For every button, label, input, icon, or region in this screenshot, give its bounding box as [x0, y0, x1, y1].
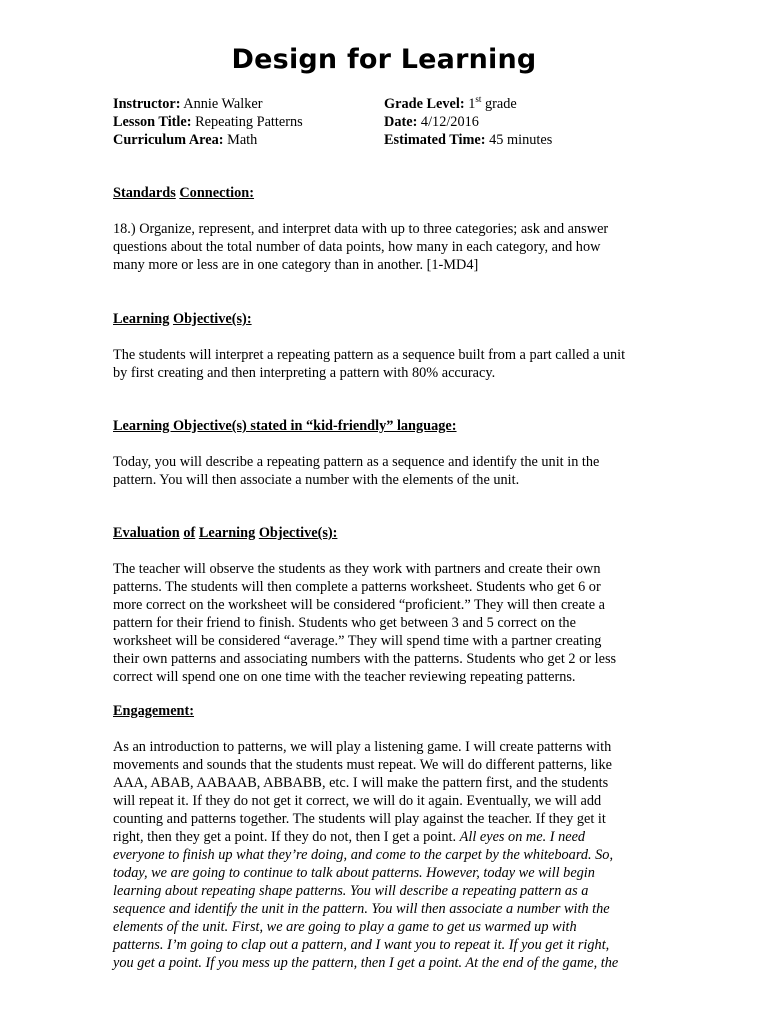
lesson-title-value: Repeating Patterns [195, 114, 303, 130]
standards-section [113, 184, 658, 274]
text-line: questions about the total number of data points, how many in each category, and how [113, 239, 601, 255]
instructor-label: Instructor: [113, 96, 181, 112]
italic-text: learning about repeating shape patterns. You will describe a repeating pattern as a [113, 883, 589, 899]
text-line: by first creating and then interpreting a pattern with 80% accuracy. [113, 365, 496, 381]
text-line: Today, you will describe a repeating pattern as a sequence and identify the unit in the [113, 454, 600, 470]
text-line [113, 954, 658, 972]
evaluation-heading-word: Learning [198, 525, 256, 541]
text-line: patterns. The students will then complete a patterns worksheet. Students who get 6 or [113, 579, 601, 595]
instructor-value: Annie Walker [183, 96, 263, 112]
lesson-title-row [113, 113, 303, 131]
evaluation-heading-word: Objective(s): [258, 525, 338, 541]
objective-heading-word: Learning [113, 311, 170, 327]
standards-text [113, 220, 658, 274]
text-line: pattern. You will then associate a number with the elements of the unit. [113, 472, 520, 488]
meta-right-column [384, 95, 552, 149]
date-value: 4/12/2016 [420, 114, 479, 130]
italic-text: patterns. I’m going to clap out a pattern, and I want you to repeat it. If you get it right, [113, 937, 610, 953]
italic-text: sequence and identify the unit in the pattern. You will then associate a number with the [113, 901, 610, 917]
italic-text: elements of the unit. First, we are going to play a game to get us warmed up with [113, 919, 577, 935]
text-line: counting and patterns together. The students will play against the teacher. If they get it [113, 811, 606, 827]
kid-friendly-text [113, 453, 658, 489]
grade-ordinal: st [475, 94, 482, 105]
italic-text: you get a point. If you mess up the pattern, then I get a point. At the end of the game, the [113, 955, 619, 971]
evaluation-text [113, 560, 658, 686]
text-line: their own patterns and associating numbers with the patterns. Students who get 2 or less [113, 651, 617, 667]
italic-text: All eyes on me. I need [459, 829, 586, 845]
time-label: Estimated Time: [384, 132, 486, 148]
text-line: movements and sounds that the students must repeat. We will do different patterns, like [113, 757, 613, 773]
date-row [384, 113, 552, 131]
objective-section [113, 310, 658, 382]
text-line: correct will spend one on one time with the teacher reviewing repeating patterns. [113, 669, 576, 685]
plain-text: right, then they get a point. If they do not, then I get a point. [113, 829, 460, 845]
objective-heading [113, 310, 658, 328]
text-line [113, 864, 658, 882]
text-line: pattern for their friend to finish. Students who get between 3 and 5 correct on the [113, 615, 576, 631]
text-line: The teacher will observe the students as they work with partners and create their own [113, 561, 601, 577]
curriculum-label: Curriculum Area: [113, 132, 224, 148]
meta-left-column [113, 95, 303, 149]
time-value: 45 minutes [489, 132, 553, 148]
text-line: The students will interpret a repeating pattern as a sequence built from a part called a unit [113, 347, 626, 363]
time-row [384, 131, 552, 149]
kid-friendly-section [113, 417, 658, 489]
grade-suffix: grade [484, 96, 517, 112]
standards-heading-word: Connection: [179, 185, 255, 201]
text-line [113, 936, 658, 954]
text-line: As an introduction to patterns, we will play a listening game. I will create patterns with [113, 739, 612, 755]
text-line: will repeat it. If they do not get it correct, we will do it again. Eventually, we will add [113, 793, 602, 809]
text-line [113, 900, 658, 918]
objective-heading-word: Objective(s): [172, 311, 252, 327]
engagement-heading-text: Engagement: [113, 703, 195, 719]
text-line: 18.) Organize, represent, and interpret data with up to three categories; ask and answer [113, 221, 609, 237]
curriculum-value: Math [227, 132, 258, 148]
grade-number: 1 [468, 96, 476, 112]
objective-text [113, 346, 658, 382]
text-line [113, 918, 658, 936]
engagement-section [113, 702, 658, 972]
text-line: more correct on the worksheet will be considered “proficient.” They will then create a [113, 597, 605, 613]
evaluation-heading-word: Evaluation [113, 525, 180, 541]
curriculum-row [113, 131, 303, 149]
text-line [113, 828, 658, 846]
lesson-title-label: Lesson Title: [113, 114, 192, 130]
text-line: many more or less are in one category than in another. [1-MD4] [113, 257, 479, 273]
standards-heading-word: Standards [113, 185, 176, 201]
italic-text: everyone to finish up what they’re doing, and come to the carpet by the whiteboard. So, [113, 847, 614, 863]
evaluation-heading-word: of [183, 525, 196, 541]
text-line: AAA, ABAB, AABAAB, ABBABB, etc. I will make the pattern first, and the students [113, 775, 609, 791]
italic-text: today, we are going to continue to talk about patterns. However, today we will begin [113, 865, 595, 881]
evaluation-heading [113, 524, 658, 542]
date-label: Date: [384, 114, 418, 130]
kid-friendly-heading-text: Learning Objective(s) stated in “kid-friendly” language: [113, 418, 457, 434]
grade-label: Grade Level: [384, 96, 465, 112]
document-title: Design for Learning [231, 44, 537, 75]
evaluation-section [113, 524, 658, 686]
grade-row [384, 95, 552, 113]
standards-heading [113, 184, 658, 202]
engagement-text [113, 738, 658, 972]
text-line: worksheet will be considered “average.” They will spend time with a partner creating [113, 633, 602, 649]
text-line [113, 846, 658, 864]
kid-friendly-heading [113, 417, 658, 435]
text-line [113, 882, 658, 900]
engagement-heading [113, 702, 658, 720]
instructor-row [113, 95, 303, 113]
